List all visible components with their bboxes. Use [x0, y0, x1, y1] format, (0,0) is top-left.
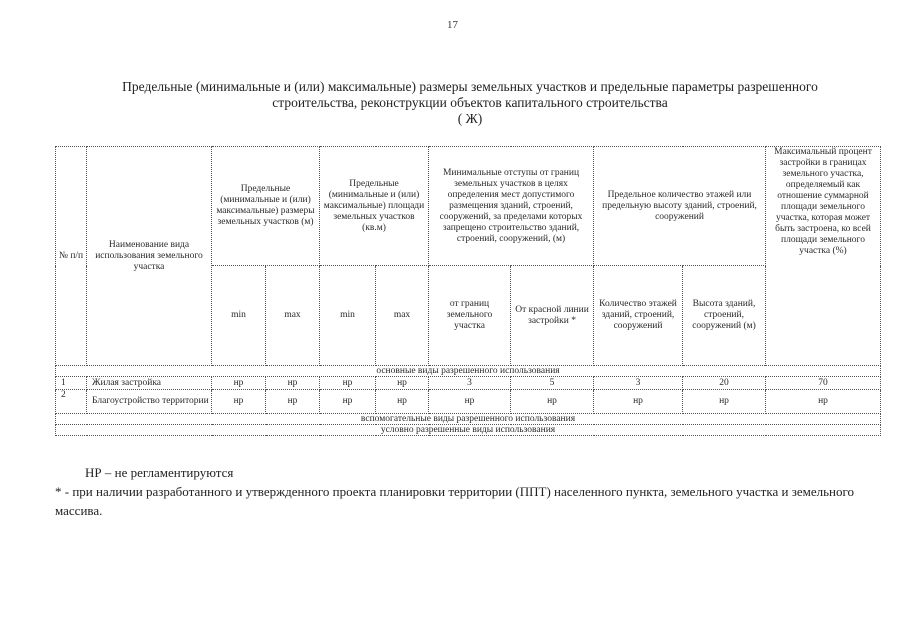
table-row	[56, 390, 881, 414]
header-max-coverage: Максимальный процент застройки в границах земельного участка, определяемый как отношение суммарной площади земельного участка, которая может быть застроена, ко всей площади земельного участка (%)	[766, 147, 881, 366]
cell-floors: нр	[594, 390, 683, 414]
header-size-limits: Предельные (минимальные и (или) максимальные) размеры земельных участков (м)	[212, 147, 320, 266]
page-number: 17	[447, 19, 458, 31]
cell-size-min: нр	[212, 377, 266, 390]
parameters-table	[55, 146, 881, 436]
header-from-boundary: от границ земельного участка	[429, 266, 511, 366]
section-conditional-uses: условно разрешенные виды использования	[56, 425, 881, 436]
cell-from-boundary: нр	[429, 390, 511, 414]
cell-height: нр	[683, 390, 766, 414]
cell-num: 2	[56, 390, 87, 414]
title-line-3: ( Ж)	[457, 111, 483, 126]
cell-height: 20	[683, 377, 766, 390]
cell-num: 1	[56, 377, 87, 390]
cell-area-min: нр	[320, 377, 376, 390]
cell-floors: 3	[594, 377, 683, 390]
header-name: Наименование вида использования земельного участка	[87, 147, 212, 366]
header-size-max: max	[266, 266, 320, 366]
title-line-2: строительства, реконструкции объектов капитального строительства	[272, 95, 668, 110]
cell-coverage: 70	[766, 377, 881, 390]
cell-from-red-line: нр	[511, 390, 594, 414]
header-area-min: min	[320, 266, 376, 366]
cell-from-boundary: 3	[429, 377, 511, 390]
table-row	[56, 377, 881, 390]
footnotes	[55, 463, 865, 520]
cell-area-min: нр	[320, 390, 376, 414]
header-height-limits: Предельное количество этажей или предельную высоту зданий, строений, сооружений	[594, 147, 766, 266]
cell-area-max: нр	[376, 377, 429, 390]
cell-coverage: нр	[766, 390, 881, 414]
header-from-red-line: От красной линии застройки *	[511, 266, 594, 366]
cell-area-max: нр	[376, 390, 429, 414]
header-floors: Количество этажей зданий, строений, сооружений	[594, 266, 683, 366]
title-line-1: Предельные (минимальные и (или) максимальные) размеры земельных участков и предельные параметры разрешенного	[122, 79, 818, 94]
header-size-min: min	[212, 266, 266, 366]
cell-from-red-line: 5	[511, 377, 594, 390]
cell-size-max: нр	[266, 390, 320, 414]
section-main-uses: основные виды разрешенного использования	[56, 366, 881, 377]
section-auxiliary-uses: вспомогательные виды разрешенного использования	[56, 414, 881, 425]
note-nr: НР – не регламентируются	[85, 465, 234, 480]
cell-name: Благоустройство территории	[87, 390, 212, 414]
header-height: Высота зданий, строений, сооружений (м)	[683, 266, 766, 366]
header-area-limits: Предельные (минимальные и (или) максимальные) площади земельных участков (кв.м)	[320, 147, 429, 266]
cell-size-min: нр	[212, 390, 266, 414]
document-title	[50, 79, 890, 127]
header-setbacks: Минимальные отступы от границ земельных участков в целях определения мест допустимого размещения зданий, строений, сооружений, за пределами которых запрещено строительство зданий, строений, сооружений, (м)	[429, 147, 594, 266]
header-area-max: max	[376, 266, 429, 366]
cell-name: Жилая застройка	[87, 377, 212, 390]
note-asterisk: * - при наличии разработанного и утвержденного проекта планировки территории (ППТ) населенного пункта, земельного участка и земельного массива.	[55, 484, 854, 518]
header-num: № п/п	[56, 147, 87, 366]
cell-size-max: нр	[266, 377, 320, 390]
